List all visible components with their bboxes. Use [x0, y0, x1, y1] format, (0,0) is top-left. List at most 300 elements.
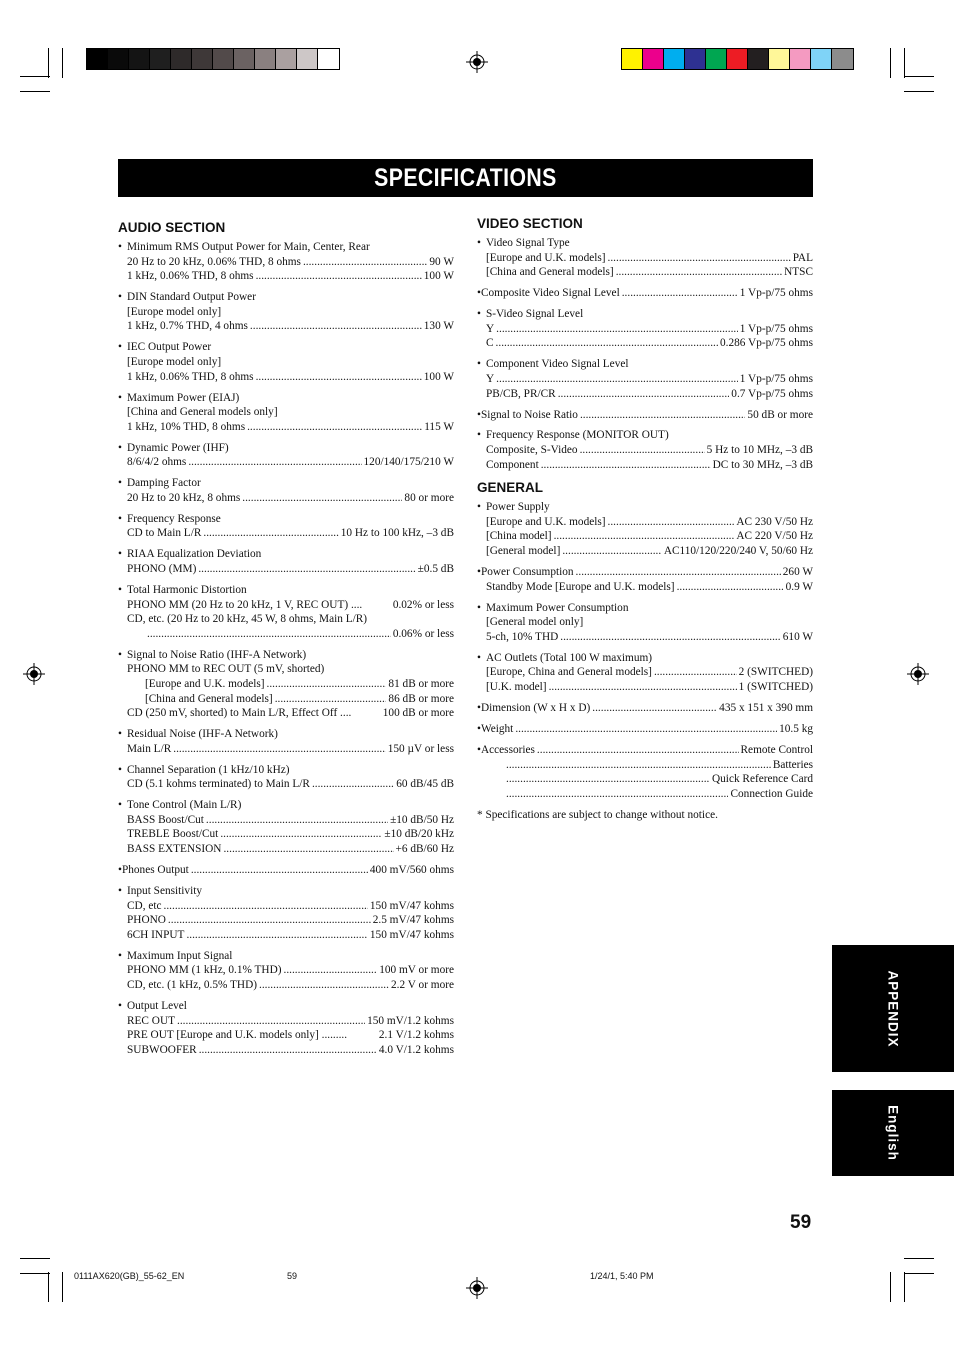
spec-line	[118, 742, 454, 757]
spec-value: DC to 30 MHz, –3 dB	[712, 458, 813, 471]
spec-line	[118, 583, 454, 598]
dot-leader	[312, 777, 394, 792]
dot-leader	[541, 458, 711, 473]
spec-line	[118, 441, 454, 456]
dot-leader	[186, 928, 367, 943]
spec-line	[118, 491, 454, 506]
spec-label: 20 Hz to 20 kHz, 8 ohms	[127, 491, 241, 504]
spec-label: [Europe and U.K. models]	[486, 515, 606, 528]
spec-line	[118, 455, 454, 470]
dot-leader	[250, 319, 422, 334]
spec-line	[118, 662, 454, 677]
spec-value: 100 W	[423, 270, 454, 283]
spec-value: 610 W	[782, 630, 813, 643]
crop-mark	[20, 76, 50, 77]
spec-label: [China and General models]	[145, 692, 273, 705]
spec-label: Minimum RMS Output Power for Main, Center, Rear	[127, 241, 370, 253]
bullet-icon: •	[477, 287, 481, 300]
dot-leader	[303, 255, 427, 270]
dot-leader	[164, 899, 368, 914]
spec-value: 100 dB or more	[382, 707, 454, 720]
spec-line	[118, 677, 454, 692]
crop-mark	[904, 91, 934, 92]
spec-label: Total Harmonic Distortion	[127, 584, 247, 596]
dot-leader	[576, 565, 781, 580]
spec-line	[118, 290, 454, 305]
spec-item	[118, 727, 454, 756]
bullet-icon: •	[477, 358, 481, 371]
spec-line	[477, 443, 813, 458]
spec-item	[118, 547, 454, 576]
spec-value: 115 W	[424, 420, 454, 433]
audio-section-heading: AUDIO SECTION	[118, 220, 226, 235]
spec-label: Frequency Response (MONITOR OUT)	[486, 429, 669, 442]
spec-line	[118, 391, 454, 406]
dot-leader	[554, 529, 735, 544]
tab-english-label: English	[885, 1105, 901, 1161]
spec-item	[118, 798, 454, 856]
spec-label: Y	[486, 322, 495, 335]
spec-line	[118, 562, 454, 577]
spec-label: S-Video Signal Level	[486, 308, 584, 321]
dot-leader	[506, 758, 771, 773]
spec-value: 0.9 W	[785, 580, 813, 593]
spec-item	[477, 428, 813, 472]
spec-value: 400 mV/560 ohms	[369, 864, 454, 877]
dot-leader	[560, 630, 780, 645]
spec-label: Maximum Power (EIAJ)	[127, 391, 240, 404]
spec-label: Dimension (W x H x D)	[480, 701, 591, 714]
spec-label: Weight	[480, 722, 514, 735]
spec-value: Batteries	[772, 758, 813, 771]
dot-leader	[549, 680, 737, 695]
spec-label: CD, etc	[127, 899, 162, 912]
spec-line	[477, 601, 813, 616]
spec-value: 1 (SWITCHED)	[738, 680, 813, 693]
spec-item	[477, 565, 813, 594]
spec-value: 100 mV or more	[379, 964, 454, 977]
spec-label: [Europe model only]	[127, 355, 222, 368]
spec-item	[477, 601, 813, 645]
spec-value: 0.06% or less	[392, 627, 454, 640]
dot-leader	[168, 913, 371, 928]
spec-value: 5 Hz to 10 MHz, –3 dB	[706, 444, 813, 457]
spec-label: [General model only]	[486, 616, 584, 629]
spec-line	[118, 526, 454, 541]
calibration-swatch	[811, 49, 832, 69]
dot-leader	[608, 251, 791, 266]
spec-line	[118, 813, 454, 828]
spec-label: IEC Output Power	[127, 341, 212, 354]
spec-line	[477, 387, 813, 402]
spec-value: 150 mV/47 kohms	[369, 928, 454, 941]
bullet-icon: •	[118, 885, 122, 898]
spec-value: 120/140/175/210 W	[363, 456, 454, 469]
crop-mark	[904, 1273, 934, 1274]
dot-leader	[506, 772, 710, 787]
spec-label: AC Outlets (Total 100 W maximum)	[486, 651, 653, 664]
spec-line	[118, 763, 454, 778]
spec-line	[118, 827, 454, 842]
bullet-icon: •	[118, 291, 122, 304]
calibration-swatch	[664, 49, 685, 69]
spec-line	[477, 251, 813, 266]
bullet-icon: •	[477, 701, 481, 714]
color-calibration-bar	[621, 48, 854, 70]
page-title-text: SPECIFICATIONS	[374, 164, 557, 192]
spec-line	[118, 999, 454, 1014]
spec-label: Composite, S-Video	[486, 444, 578, 457]
spec-value: 2.1 V/1.2 kohms	[378, 1029, 454, 1042]
spec-value: 1 Vp-p/75 ohms	[739, 287, 813, 300]
spec-label: Power Supply	[486, 501, 550, 514]
bullet-icon: •	[118, 728, 122, 741]
audio-section	[118, 220, 454, 1064]
spec-label: DIN Standard Output Power	[127, 291, 256, 304]
dot-leader	[188, 455, 361, 470]
dot-leader	[562, 544, 661, 559]
bullet-icon: •	[477, 429, 481, 442]
bullet-icon: •	[118, 241, 122, 253]
tab-english	[832, 1090, 954, 1176]
spec-line	[477, 236, 813, 251]
spec-line	[477, 265, 813, 280]
dot-leader	[284, 963, 378, 978]
spec-line	[118, 255, 454, 270]
spec-item	[477, 357, 813, 401]
spec-line	[118, 612, 454, 627]
spec-line	[118, 1014, 454, 1029]
spec-label: BASS EXTENSION	[127, 843, 222, 856]
spec-label: Power Consumption	[480, 566, 574, 579]
calibration-swatch	[171, 49, 192, 69]
spec-item	[118, 648, 454, 721]
spec-label: CD, etc. (20 Hz to 20 kHz, 45 W, 8 ohms, Main L/R)	[127, 613, 368, 626]
spec-value: 130 W	[423, 320, 454, 333]
page-number: 59	[790, 1212, 812, 1233]
spec-item	[118, 583, 454, 641]
spec-line	[477, 630, 813, 645]
dot-leader	[220, 827, 382, 842]
spec-line	[477, 286, 813, 301]
spec-label: Residual Noise (IHF-A Network)	[127, 728, 278, 741]
spec-label: PB/CB, PR/CR	[486, 387, 556, 400]
spec-label: [China and General models]	[486, 266, 614, 279]
bullet-icon: •	[118, 999, 122, 1012]
spec-line	[477, 580, 813, 595]
spec-line	[118, 706, 454, 721]
spec-label: [Europe and U.K. models]	[145, 677, 265, 690]
spec-item	[477, 743, 813, 801]
spec-item	[118, 476, 454, 505]
calibration-swatch	[87, 49, 108, 69]
footer-date: 1/24/1, 5:40 PM	[590, 1271, 654, 1281]
bullet-icon: •	[118, 391, 122, 404]
calibration-swatch	[234, 49, 255, 69]
spec-label: [U.K. model]	[486, 680, 547, 693]
calibration-swatch	[192, 49, 213, 69]
dot-leader	[275, 692, 387, 707]
bullet-icon: •	[477, 308, 481, 321]
spec-line	[118, 319, 454, 334]
spec-line	[477, 372, 813, 387]
crop-mark	[48, 48, 49, 78]
bullet-icon: •	[477, 566, 481, 579]
bullet-icon: •	[118, 864, 122, 877]
spec-item	[477, 286, 813, 301]
spec-label: 1 kHz, 0.06% THD, 8 ohms	[127, 270, 254, 283]
spec-item	[118, 512, 454, 541]
calibration-swatch	[748, 49, 769, 69]
bullet-icon: •	[118, 648, 122, 661]
spec-line	[477, 322, 813, 337]
spec-line	[118, 777, 454, 792]
spec-label: [China and General models only]	[127, 406, 278, 419]
dot-leader	[677, 580, 784, 595]
crop-mark	[62, 48, 63, 78]
spec-item	[118, 441, 454, 470]
spec-line	[477, 772, 813, 787]
spec-line	[477, 408, 813, 423]
spec-label: SUBWOOFER	[127, 1043, 197, 1056]
calibration-swatch	[276, 49, 297, 69]
crop-mark	[20, 1258, 50, 1259]
spec-line	[118, 627, 454, 642]
spec-line	[477, 787, 813, 802]
spec-item	[118, 884, 454, 942]
bullet-icon: •	[118, 341, 122, 354]
spec-value: 0.286 Vp-p/75 ohms	[720, 337, 813, 350]
calibration-swatch	[832, 49, 853, 69]
bullet-icon: •	[477, 408, 481, 421]
spec-value: 81 dB or more	[388, 677, 454, 690]
dot-leader	[580, 408, 745, 423]
spec-value: 2.2 V or more	[391, 978, 454, 991]
spec-label: Video Signal Type	[486, 237, 570, 249]
dot-leader	[654, 665, 737, 680]
spec-label: 1 kHz, 10% THD, 8 ohms	[127, 420, 246, 433]
dot-leader	[203, 526, 338, 541]
spec-label: 6CH INPUT	[127, 928, 185, 941]
spec-label: [Europe model only]	[127, 305, 222, 318]
spec-value: 1 Vp-p/75 ohms	[739, 372, 813, 385]
spec-line	[118, 978, 454, 993]
calibration-swatch	[622, 49, 643, 69]
crop-mark	[62, 1272, 63, 1302]
spec-line	[118, 798, 454, 813]
dot-leader	[256, 370, 422, 385]
spec-value: 435 x 151 x 390 mm	[719, 701, 813, 714]
crop-mark	[904, 1272, 905, 1302]
spec-line	[477, 722, 813, 737]
crop-mark	[904, 1258, 934, 1259]
crop-mark	[20, 1273, 50, 1274]
spec-item	[118, 863, 454, 878]
video-section	[477, 216, 813, 822]
calibration-swatch	[769, 49, 790, 69]
dot-leader	[173, 742, 386, 757]
bullet-icon: •	[477, 237, 481, 249]
bullet-icon: •	[118, 548, 122, 561]
dot-leader	[199, 1043, 377, 1058]
dot-leader	[496, 336, 718, 351]
spec-line	[477, 758, 813, 773]
spec-label: 1 kHz, 0.06% THD, 8 ohms	[127, 370, 254, 383]
spec-label: Phones Output	[121, 864, 189, 877]
dot-leader	[191, 863, 368, 878]
footer-page: 59	[287, 1271, 298, 1281]
spec-label: [General model]	[486, 545, 561, 558]
spec-label: PHONO MM (1 kHz, 0.1% THD)	[127, 964, 282, 977]
dot-leader	[616, 265, 782, 280]
bullet-icon: •	[477, 601, 481, 614]
spec-line	[118, 340, 454, 355]
spec-line	[477, 458, 813, 473]
spec-line	[477, 651, 813, 666]
bullet-icon: •	[118, 949, 122, 962]
spec-label: Frequency Response	[127, 512, 221, 525]
spec-value: Remote Control	[740, 743, 813, 756]
spec-value: 60 dB/45 dB	[396, 778, 454, 791]
crop-mark	[20, 91, 50, 92]
registration-mark-icon	[907, 663, 929, 685]
spec-label: Maximum Input Signal	[127, 949, 233, 962]
spec-label: 1 kHz, 0.7% THD, 4 ohms	[127, 320, 248, 333]
spec-line	[118, 1043, 454, 1058]
dot-leader	[198, 562, 415, 577]
spec-label: Component	[486, 458, 539, 471]
spec-line	[118, 692, 454, 707]
video-section-heading: VIDEO SECTION	[477, 216, 583, 231]
spec-label: Signal to Noise Ratio	[480, 408, 578, 421]
dot-leader	[259, 978, 389, 993]
spec-line	[118, 928, 454, 943]
spec-line	[118, 727, 454, 742]
spec-label: C	[486, 337, 494, 350]
spec-value: PAL	[792, 251, 813, 264]
spec-value: 10 Hz to 100 kHz, –3 dB	[340, 527, 454, 540]
spec-item	[477, 307, 813, 351]
spec-item	[118, 391, 454, 435]
spec-line	[118, 863, 454, 878]
calibration-swatch	[297, 49, 318, 69]
spec-line	[118, 512, 454, 527]
spec-line	[118, 648, 454, 663]
calibration-swatch	[150, 49, 171, 69]
crop-mark	[904, 48, 905, 78]
spec-line	[477, 701, 813, 716]
spec-line	[118, 949, 454, 964]
dot-leader	[247, 420, 422, 435]
spec-value: 4.0 V/1.2 kohms	[378, 1043, 454, 1056]
spec-item	[477, 701, 813, 716]
audio-spec-list	[118, 240, 454, 1057]
calibration-swatch	[685, 49, 706, 69]
spec-line	[118, 913, 454, 928]
spec-label: CD to Main L/R	[127, 527, 202, 540]
spec-label: TREBLE Boost/Cut	[127, 828, 219, 841]
crop-mark	[890, 48, 891, 78]
calibration-swatch	[108, 49, 129, 69]
footer-filename: 0111AX620(GB)_55-62_EN	[74, 1271, 185, 1281]
registration-mark-icon	[23, 663, 45, 685]
dot-leader	[537, 743, 739, 758]
calibration-swatch	[727, 49, 748, 69]
spec-item	[118, 340, 454, 384]
spec-item	[477, 651, 813, 695]
spec-label: CD, etc. (1 kHz, 0.5% THD)	[127, 978, 257, 991]
spec-line	[118, 842, 454, 857]
dot-leader	[592, 701, 717, 716]
spec-line	[118, 547, 454, 562]
bullet-icon: •	[118, 441, 122, 454]
dot-leader	[256, 269, 422, 284]
spec-label: Damping Factor	[127, 477, 201, 490]
spec-label: Component Video Signal Level	[486, 358, 629, 371]
dot-leader	[177, 1014, 365, 1029]
spec-line	[118, 420, 454, 435]
spec-value: 1 Vp-p/75 ohms	[739, 322, 813, 335]
spec-value: 50 dB or more	[747, 408, 813, 421]
spec-label: Maximum Power Consumption	[486, 601, 629, 614]
spec-line	[477, 615, 813, 630]
tab-appendix	[832, 945, 954, 1072]
bullet-icon: •	[477, 722, 481, 735]
registration-mark-icon	[466, 1277, 488, 1299]
spec-line	[477, 307, 813, 322]
bullet-icon: •	[118, 799, 122, 812]
calibration-swatch	[706, 49, 727, 69]
footnote: * Specifications are subject to change without notice.	[477, 808, 718, 821]
spec-value: Quick Reference Card	[712, 773, 813, 786]
spec-label: PHONO	[127, 914, 166, 927]
bullet-icon: •	[118, 477, 122, 490]
spec-line	[477, 565, 813, 580]
spec-label: Channel Separation (1 kHz/10 kHz)	[127, 763, 290, 776]
spec-label: Signal to Noise Ratio (IHF-A Network)	[127, 648, 307, 661]
spec-value: 90 W	[429, 255, 454, 268]
spec-item	[477, 408, 813, 423]
spec-label: PRE OUT [Europe and U.K. models only] .........	[127, 1029, 348, 1042]
spec-label: Tone Control (Main L/R)	[127, 799, 242, 812]
spec-line	[477, 544, 813, 559]
spec-value: AC110/120/220/240 V, 50/60 Hz	[663, 545, 813, 558]
spec-item	[118, 290, 454, 334]
video-spec-list	[477, 236, 813, 472]
spec-line	[477, 665, 813, 680]
calibration-swatch	[213, 49, 234, 69]
dot-leader	[496, 322, 738, 337]
spec-line	[118, 370, 454, 385]
spec-line	[477, 357, 813, 372]
spec-value: 0.02% or less	[392, 598, 454, 611]
spec-label: Main L/R	[127, 742, 172, 755]
dot-leader	[506, 787, 728, 802]
dot-leader	[206, 813, 388, 828]
spec-label: Accessories	[480, 743, 535, 756]
spec-line	[118, 240, 454, 255]
spec-line	[477, 336, 813, 351]
general-spec-list	[477, 500, 813, 801]
spec-label: Standby Mode [Europe and U.K. models]	[486, 580, 675, 593]
spec-line	[118, 305, 454, 320]
dot-leader	[496, 372, 738, 387]
dot-leader	[515, 722, 777, 737]
spec-label: CD (5.1 kohms terminated) to Main L/R	[127, 778, 310, 791]
calibration-swatch	[790, 49, 811, 69]
spec-value: 2 (SWITCHED)	[738, 666, 813, 679]
spec-line	[118, 899, 454, 914]
